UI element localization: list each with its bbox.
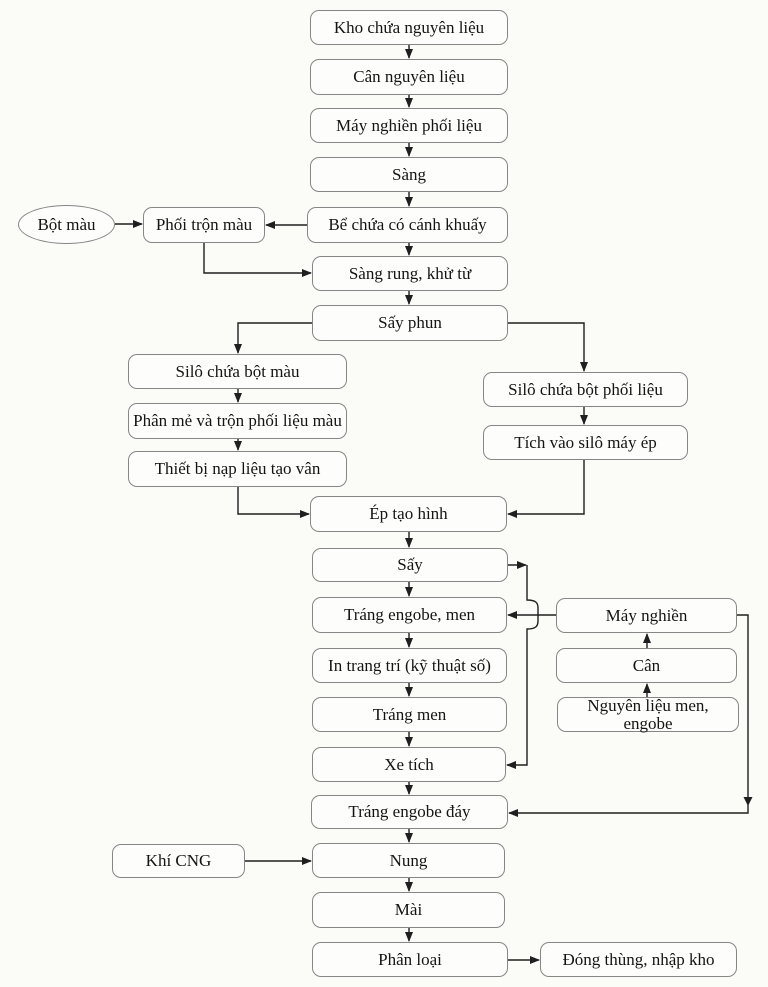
edge-thiet-bi-nap-to-ep-tao-hinh <box>238 487 309 514</box>
edge-phoi-tron-mau-to-sang-rung <box>204 243 311 273</box>
node-may-nghien-phoi-lieu: Máy nghiền phối liệu <box>310 108 508 143</box>
node-silo-chua-bot-phoi-lieu: Silô chứa bột phối liệu <box>483 372 688 407</box>
node-be-chua-co-canh-khuay: Bể chứa có cánh khuấy <box>307 207 508 243</box>
node-trang-engobe-men: Tráng engobe, men <box>312 597 507 633</box>
edge-junction-to-xe-tich <box>507 565 538 765</box>
node-thiet-bi-nap-lieu-tao-van: Thiết bị nạp liệu tạo vân <box>128 451 347 487</box>
node-kho-chua-nguyen-lieu: Kho chứa nguyên liệu <box>310 10 508 45</box>
node-nguyen-lieu-men-engobe: Nguyên liệu men, engobe <box>557 697 739 732</box>
node-mai: Mài <box>312 892 505 928</box>
node-bot-mau: Bột màu <box>18 205 115 244</box>
node-trang-engobe-day: Tráng engobe đáy <box>311 795 508 829</box>
edge-say-phun-to-silo-bot-mau <box>238 323 312 353</box>
node-silo-chua-bot-mau: Silô chứa bột màu <box>128 354 347 389</box>
node-can-nguyen-lieu: Cân nguyên liệu <box>310 59 508 95</box>
node-nung: Nung <box>312 843 505 878</box>
node-ep-tao-hinh: Ép tạo hình <box>310 496 507 532</box>
node-sang-rung-khu-tu: Sàng rung, khử từ <box>312 256 508 291</box>
node-may-nghien: Máy nghiền <box>556 598 737 633</box>
node-say-phun: Sấy phun <box>312 305 508 341</box>
node-phan-me-va-tron-phoi-lieu-mau: Phân mẻ và trộn phối liệu màu <box>128 403 347 439</box>
node-say: Sấy <box>312 548 508 582</box>
node-in-trang-tri: In trang trí (kỹ thuật số) <box>312 648 507 683</box>
node-phoi-tron-mau: Phối trộn màu <box>143 207 265 243</box>
node-trang-men: Tráng men <box>312 697 507 732</box>
edge-say-phun-to-silo-phoi-lieu <box>508 323 584 371</box>
node-dong-thung-nhap-kho: Đóng thùng, nhập kho <box>540 942 737 977</box>
node-khi-cng: Khí CNG <box>112 844 245 878</box>
node-sang: Sàng <box>310 157 508 192</box>
node-phan-loai: Phân loại <box>312 942 508 977</box>
node-tich-vao-silo-may-ep: Tích vào silô máy ép <box>483 425 688 460</box>
node-xe-tich: Xe tích <box>312 747 506 782</box>
down-arrowhead-right-rail <box>744 797 753 806</box>
edge-tich-vao-silo-to-ep-tao-hinh <box>508 460 584 514</box>
node-can: Cân <box>556 648 737 683</box>
